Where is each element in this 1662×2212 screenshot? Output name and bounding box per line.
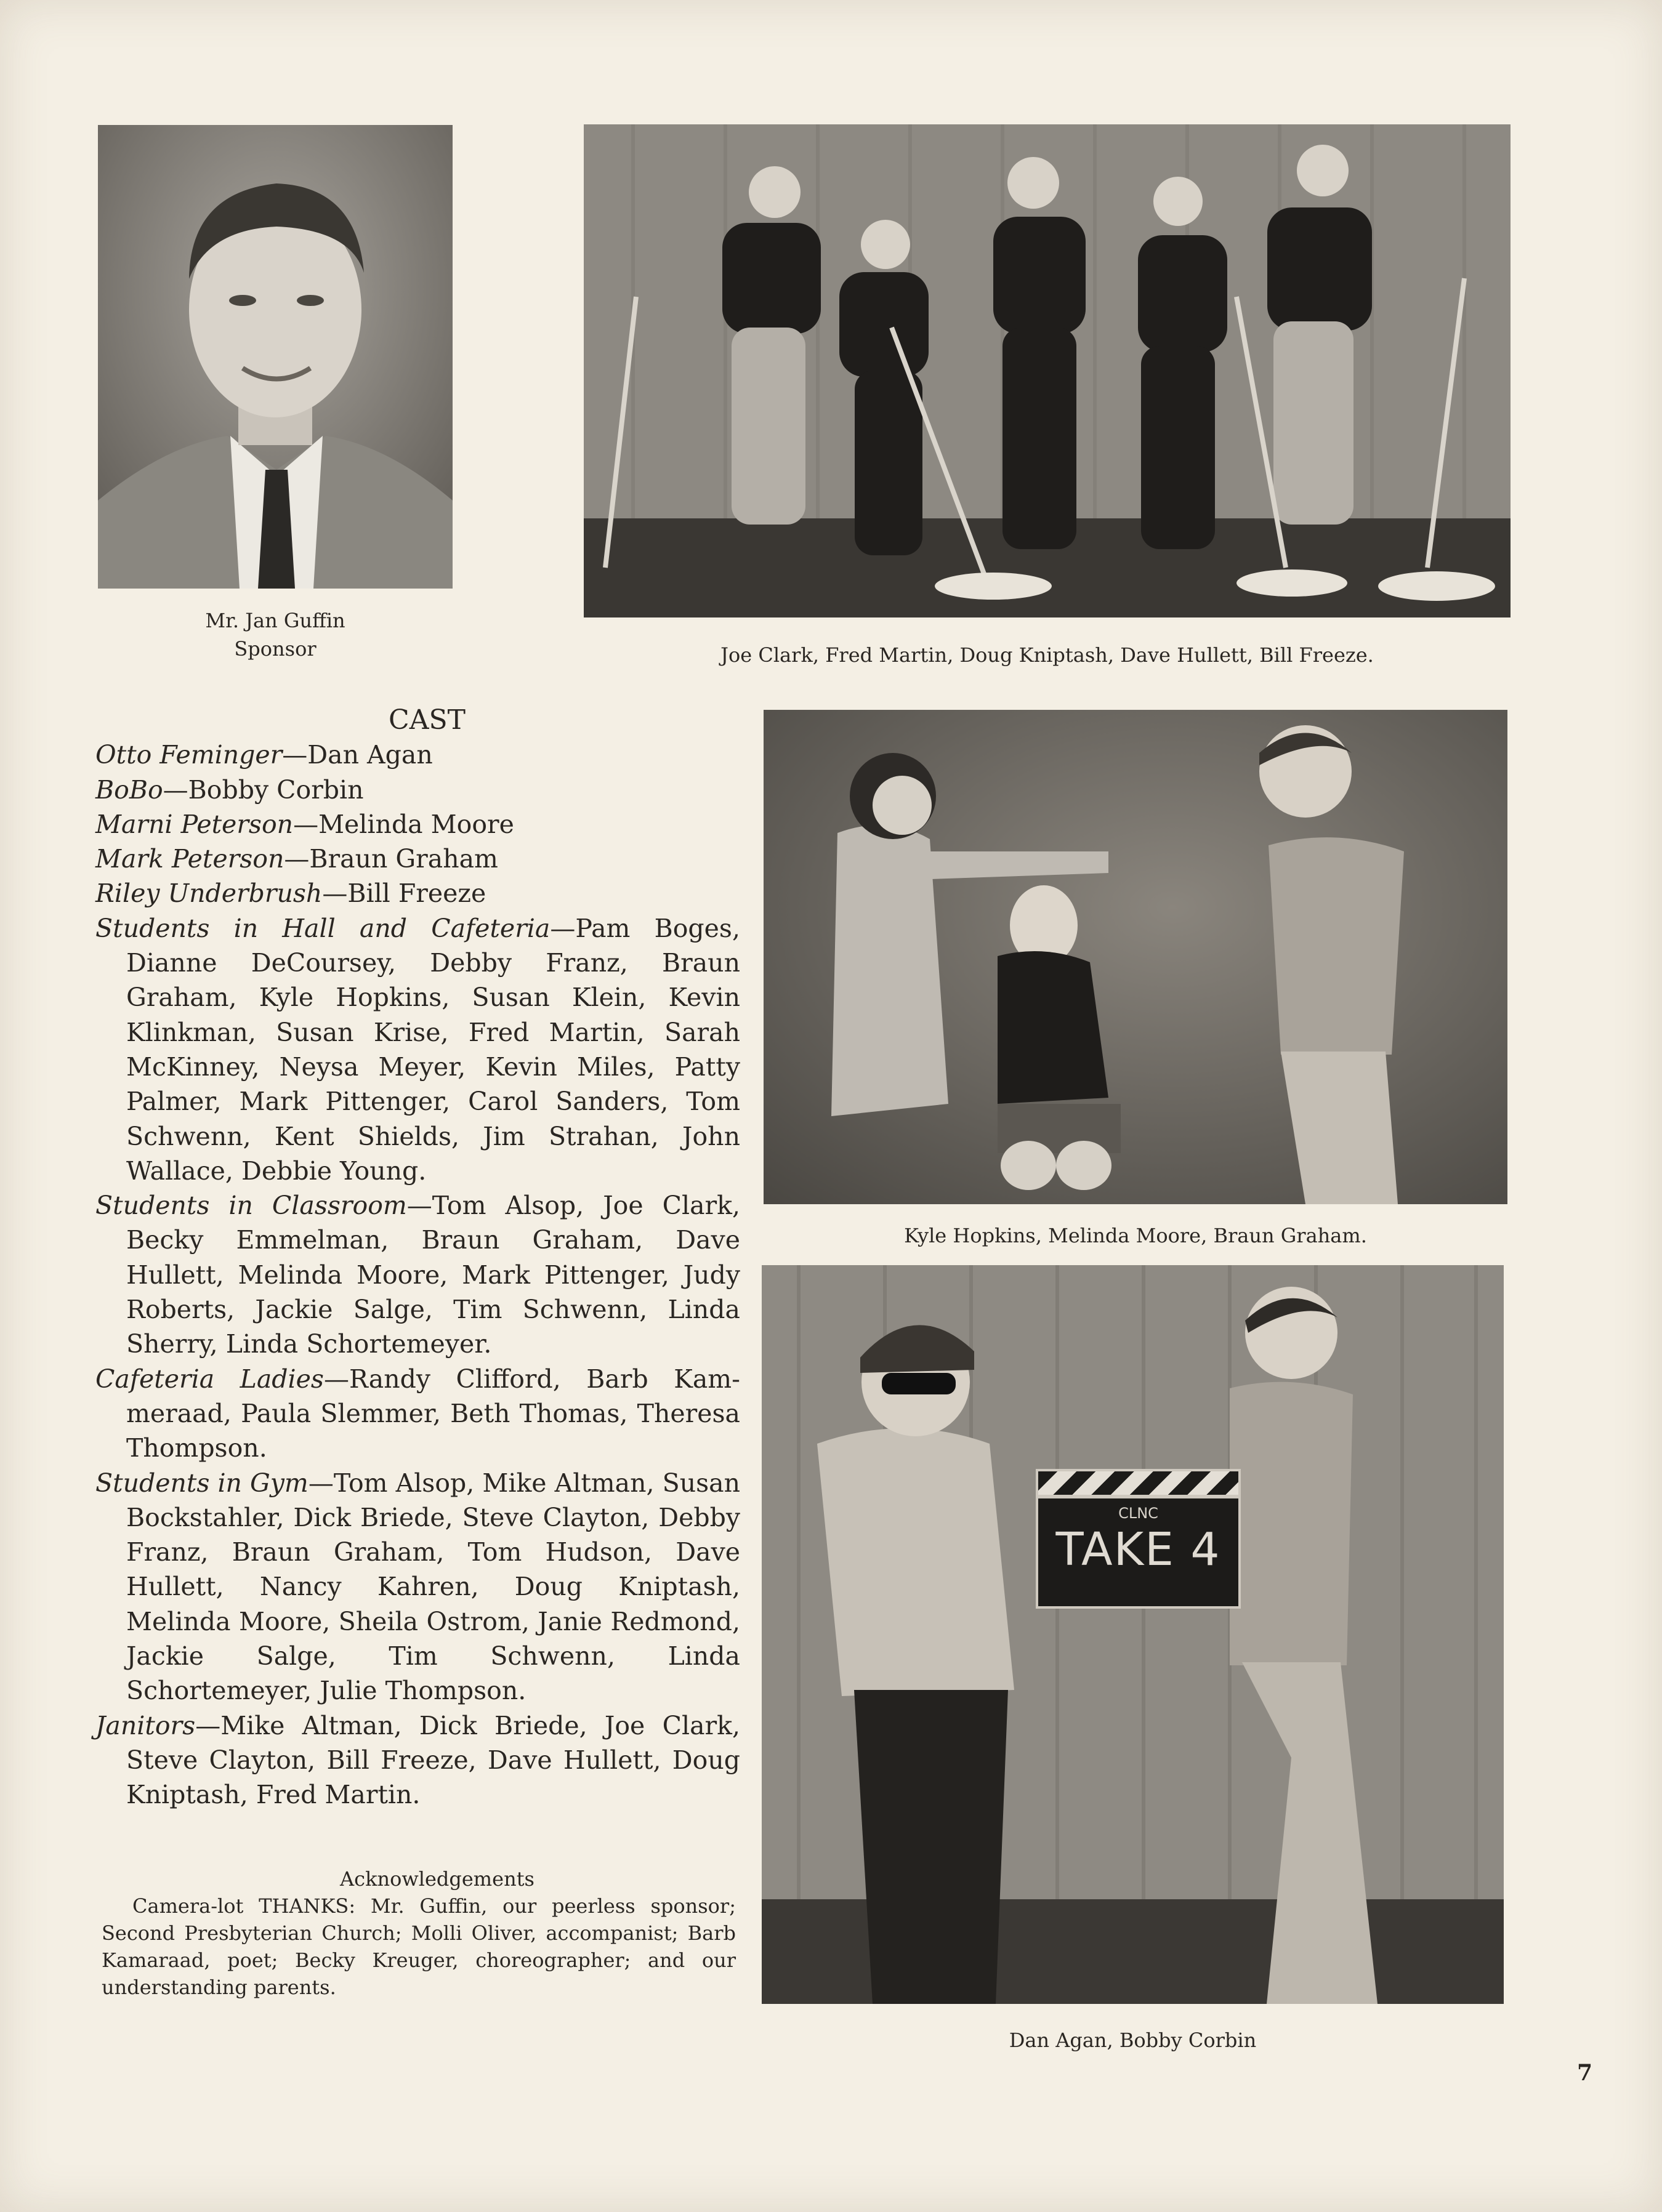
cast-dash: — — [406, 1191, 432, 1221]
slate-label: CLNC — [1118, 1505, 1158, 1522]
cast-role: Cafeteria Ladies — [95, 1364, 324, 1394]
cast-dash: — — [322, 879, 348, 909]
acknowledgements-heading: Acknowledgements — [340, 1867, 535, 1891]
cast-role: Students in Hall and Cafeteria — [95, 913, 551, 943]
slate-take-text: TAKE 4 — [1055, 1523, 1221, 1576]
cast-actors: Randy Clifford, Barb Kammeraad, Paula Slemmer, Beth Thomas, Theresa Thompson. — [126, 1364, 740, 1463]
cast-list — [95, 703, 740, 1812]
clapperboard-stick — [1036, 1469, 1241, 1497]
cast-entry — [95, 1362, 740, 1466]
cast-entry — [95, 842, 740, 876]
cast-actors: Braun Graham — [309, 844, 498, 874]
cast-dash: — — [284, 844, 310, 874]
janitors-photo — [584, 124, 1511, 617]
clapper-caption: Dan Agan, Bobby Corbin — [1009, 2029, 1257, 2052]
cast-actors: Pam Boges, Dianne DeCoursey, Debby Franz, Braun Graham, Kyle Hopkins, Susan Klein, Kevin Klinkman, Susan Krise, Fred Martin, Sarah McKinney, Neysa Meyer, Kevin Miles, Patty Palmer, Mark Pittenger, Carol Sanders, Tom Schwenn, Kent Shields, Jim Strahan, John Wallace, Debbie Young. — [126, 913, 740, 1186]
janitors-image — [584, 124, 1511, 617]
clapper-photo — [762, 1265, 1504, 2004]
clapper-image — [762, 1265, 1504, 2004]
cast-actors: Tom Alsop, Mike Altman, Susan Bockstahler, Dick Briede, Steve Clayton, Debby Franz, Braun Graham, Tom Hudson, Dave Hullett, Nancy Kahren, Doug Kniptash, Melinda Moore, Sheila Ostrom, Janie Redmond, Jackie Salge, Tim Schwenn, Linda Schortemeyer, Julie Thompson. — [126, 1468, 740, 1706]
cast-dash: — — [323, 1364, 349, 1394]
cast-role: Mark Peterson — [95, 844, 284, 874]
cast-dash: — — [550, 913, 576, 943]
sponsor-portrait-image — [98, 125, 453, 589]
cast-entries — [95, 738, 740, 1812]
cast-role: Students in Gym — [95, 1468, 309, 1498]
cast-actors: Dan Agan — [307, 740, 433, 770]
cast-role: Janitors — [95, 1710, 196, 1740]
cast-actors: Bill Freeze — [347, 879, 486, 909]
cast-dash: — — [282, 740, 308, 770]
trio-image — [764, 710, 1507, 1204]
cast-actors: Tom Alsop, Joe Clark, Becky Emmelman, Braun Graham, Dave Hullett, Melinda Moore, Mark Pittenger, Judy Roberts, Jackie Salge, Tim Schwenn, Linda Sherry, Linda Schortemeyer. — [126, 1191, 740, 1359]
sponsor-role: Sponsor — [234, 637, 317, 661]
cast-entry — [95, 773, 740, 807]
acknowledgements — [102, 1865, 736, 2001]
cast-role: Marni Peterson — [95, 809, 294, 839]
cast-role: Riley Underbrush — [95, 879, 323, 909]
trio-photo — [764, 710, 1507, 1204]
cast-dash: — — [308, 1468, 334, 1498]
cast-role: BoBo — [95, 774, 163, 805]
janitors-caption: Joe Clark, Fred Martin, Doug Kniptash, Dave Hullett, Bill Freeze. — [720, 643, 1374, 667]
cast-entry — [95, 876, 740, 911]
sponsor-name: Mr. Jan Guffin — [205, 609, 345, 632]
sponsor-portrait-photo — [98, 125, 453, 589]
cast-actors: Bobby Corbin — [188, 774, 364, 805]
cast-actors: Mike Altman, Dick Briede, Joe Clark, Steve Clayton, Bill Freeze, Dave Hullett, Doug Kniptash, Fred Martin. — [126, 1710, 740, 1810]
clapperboard — [1036, 1496, 1241, 1609]
cast-entry — [95, 1466, 740, 1708]
cast-role: Otto Feminger — [95, 740, 283, 770]
cast-heading: CAST — [389, 704, 466, 736]
cast-entry — [95, 1708, 740, 1812]
cast-entry — [95, 807, 740, 842]
cast-role: Students in Classroom — [95, 1191, 407, 1221]
cast-entry — [95, 1188, 740, 1361]
cast-dash: — — [293, 809, 319, 839]
acknowledgements-text: Camera-lot THANKS: Mr. Guffin, our peerless sponsor; Second Presbyterian Church; Molli Oliver, accompanist; Barb Kamaraad, poet; Becky Kreuger, choreographer; and our understanding parents. — [102, 1894, 736, 1999]
sponsor-caption — [98, 606, 453, 663]
page-number: 7 — [1577, 2060, 1593, 2086]
cast-entry — [95, 738, 740, 772]
trio-caption: Kyle Hopkins, Melinda Moore, Braun Graham. — [904, 1224, 1367, 1247]
cast-dash: — — [163, 774, 188, 805]
cast-dash: — — [195, 1710, 221, 1740]
cast-actors: Melinda Moore — [318, 809, 514, 839]
cast-entry — [95, 911, 740, 1188]
